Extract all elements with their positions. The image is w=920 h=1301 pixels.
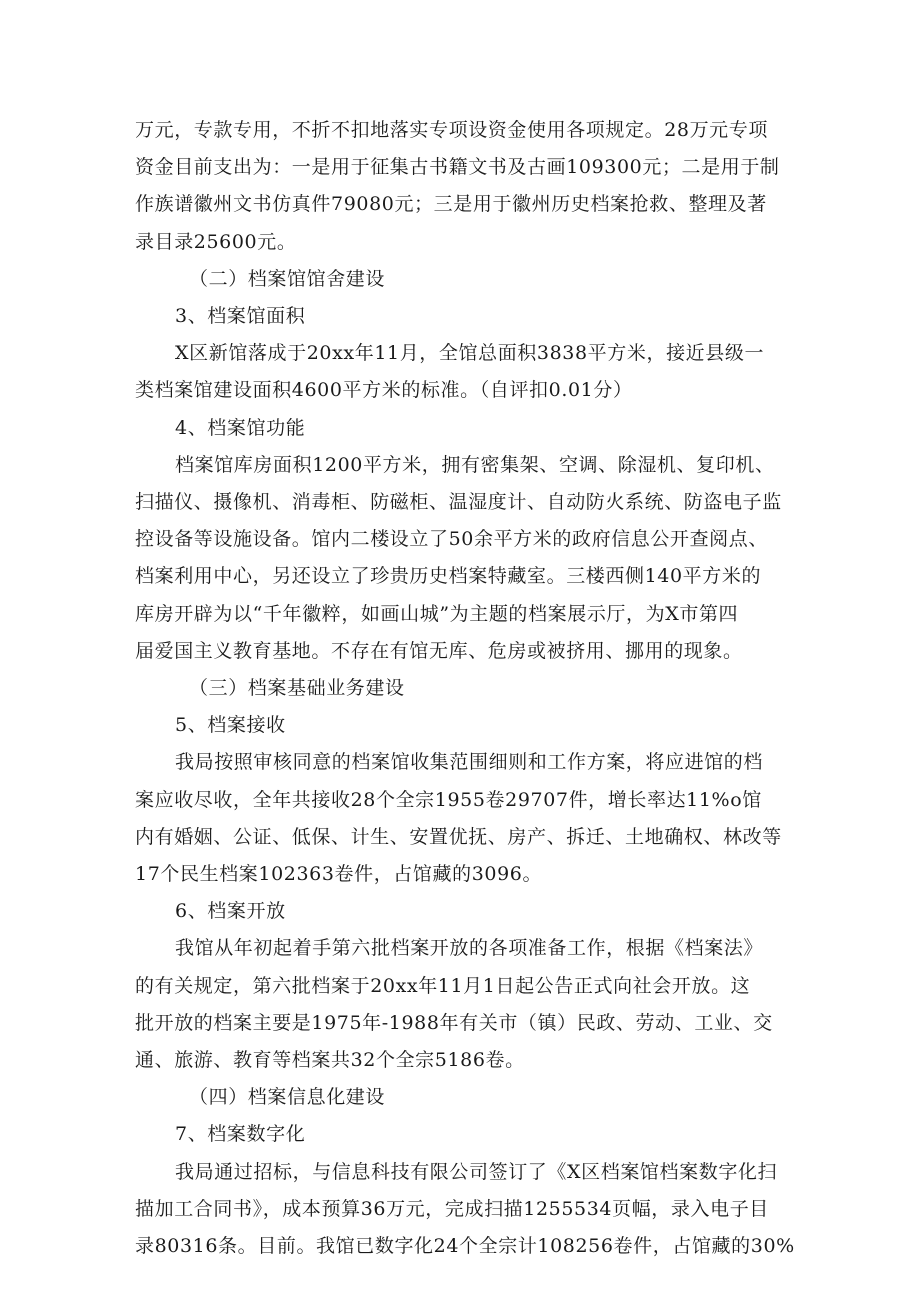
paragraph: [135, 930, 795, 1079]
paragraph: [135, 112, 795, 261]
item-heading: [135, 707, 795, 744]
text-line: 类档案馆建设面积4600平方米的标准。（自评扣0.01分）: [135, 379, 633, 402]
item-heading: [135, 1116, 795, 1153]
text-line: X区新馆落成于20xx年11月，全馆总面积3838平方米，接近县级一: [175, 342, 765, 365]
text-line: 扫描仪、摄像机、消毒柜、防磁柜、温湿度计、自动防火系统、防盗电子监: [135, 491, 782, 514]
text-line: 3、档案馆面积: [175, 305, 306, 328]
item-heading: [135, 893, 795, 930]
text-line: 17个民生档案102363卷件，占馆藏的3096。: [135, 863, 543, 886]
text-line: 我馆从年初起着手第六批档案开放的各项准备工作，根据《档案法》: [175, 937, 764, 960]
text-line: （三）档案基础业务建设: [189, 677, 405, 700]
item-heading: [135, 410, 795, 447]
text-line: 档案馆库房面积1200平方米，拥有密集架、空调、除湿机、复印机、: [175, 453, 775, 476]
text-line: 资金目前支出为：一是用于征集古书籍文书及古画109300元；二是用于制: [135, 156, 780, 179]
text-line: 描加工合同书》，成本预算36万元，完成扫描1255534页幅，录入电子目: [135, 1197, 769, 1220]
text-line: （二）档案馆馆舍建设: [189, 267, 386, 290]
text-line: 我局通过招标，与信息科技有限公司签订了《X区档案馆档案数字化扫: [175, 1160, 778, 1183]
text-line: 录80316条。目前。我馆已数字化24个全宗计108256卷件，占馆藏的30%: [135, 1235, 795, 1258]
text-line: 6、档案开放: [175, 900, 286, 923]
text-line: 档案利用中心，另还设立了珍贵历史档案特藏室。三楼西侧140平方米的: [135, 565, 762, 588]
text-line: 4、档案馆功能: [175, 416, 306, 439]
text-line: 控设备等设施设备。馆内二楼设立了50余平方米的政府信息公开查阅点、: [135, 528, 768, 551]
text-line: 通、旅游、教育等档案共32个全宗5186卷。: [135, 1049, 525, 1072]
text-line: 库房开辟为以“千年徽粹，如画山城”为主题的档案展示厅，为X市第四: [135, 602, 739, 625]
subsection-heading: [135, 1079, 795, 1116]
document-body: [135, 112, 795, 1265]
text-line: 7、档案数字化: [175, 1123, 306, 1146]
text-line: 内有婚姻、公证、低保、计生、安置优抚、房产、拆迁、土地确权、林改等: [135, 825, 782, 848]
text-line: 我局按照审核同意的档案馆收集范围细则和工作方案，将应进馆的档: [175, 751, 764, 774]
paragraph: [135, 447, 795, 670]
subsection-heading: [135, 261, 795, 298]
text-line: 案应收尽收，全年共接收28个全宗1955卷29707件，增长率达11%o馆: [135, 788, 762, 811]
paragraph: [135, 1154, 795, 1266]
text-line: 录目录25600元。: [135, 230, 297, 253]
text-line: 作族谱徽州文书仿真件79080元；三是用于徽州历史档案抢救、整理及著: [135, 193, 767, 216]
text-line: 届爱国主义教育基地。不存在有馆无库、危房或被挤用、挪用的现象。: [135, 639, 743, 662]
paragraph: [135, 335, 795, 409]
paragraph: [135, 744, 795, 893]
item-heading: [135, 298, 795, 335]
text-line: 的有关规定，第六批档案于20xx年11月1日起公告正式向社会开放。这: [135, 974, 751, 997]
subsection-heading: [135, 670, 795, 707]
text-line: （四）档案信息化建设: [189, 1086, 386, 1109]
text-line: 批开放的档案主要是1975年-1988年有关市（镇）民政、劳动、工业、交: [135, 1011, 773, 1034]
text-line: 5、档案接收: [175, 714, 286, 737]
text-line: 万元，专款专用，不折不扣地落实专项设资金使用各项规定。28万元专项: [135, 119, 768, 141]
